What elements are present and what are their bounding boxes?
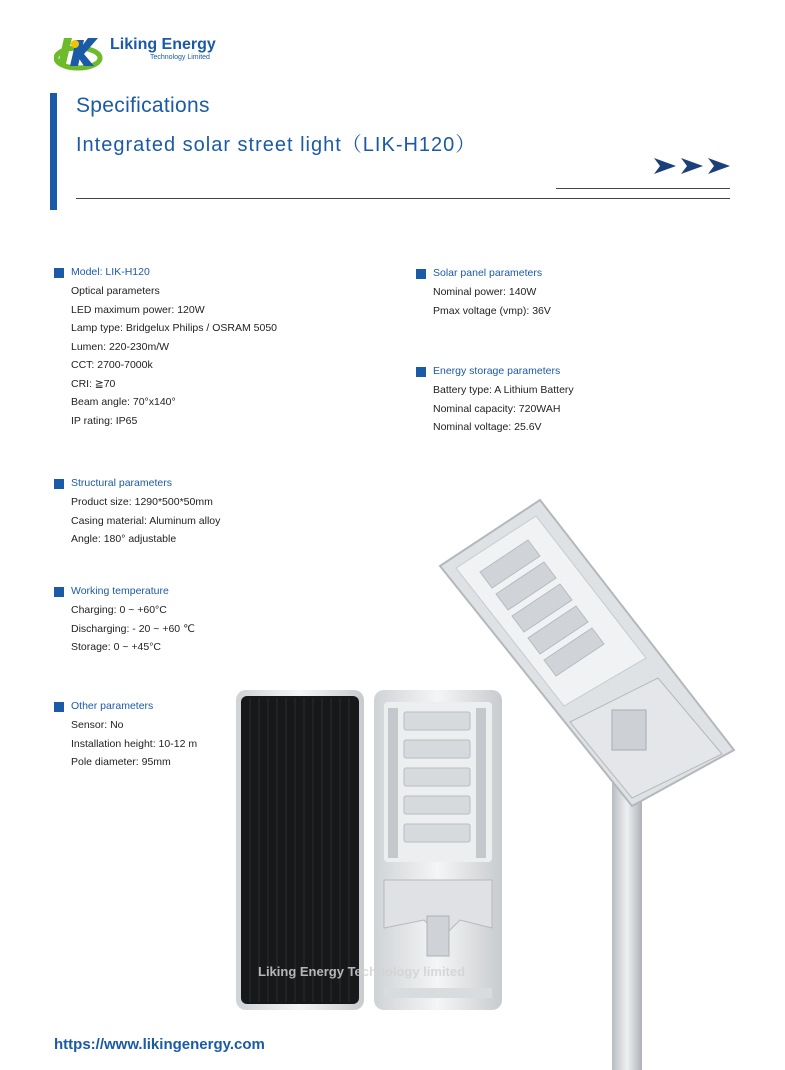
website-link[interactable]: https://www.likingenergy.com <box>54 1036 265 1053</box>
page-subtitle: Integrated solar street light（LIK-H120） <box>76 134 477 156</box>
spec-line: Discharging: - 20 ~ +60 ℃ <box>71 622 195 635</box>
street-light-icon <box>430 498 742 1070</box>
page-title: Specifications <box>76 94 210 117</box>
spec-line: Lumen: 220-230m/W <box>71 340 170 353</box>
brand-subtitle: Technology Limited <box>150 54 210 61</box>
bullet-square-icon <box>416 367 426 377</box>
section-heading: Energy storage parameters <box>416 364 574 378</box>
spec-line: IP rating: IP65 <box>71 414 138 427</box>
image-watermark: Liking Energy Technology limited <box>258 964 466 979</box>
spec-line: Product size: 1290*500*50mm <box>71 496 213 508</box>
spec-line: CCT: 2700-7000k <box>71 359 153 371</box>
spec-line: Charging: 0 ~ +60°C <box>71 604 167 616</box>
spec-line: Installation height: 10-12 m <box>71 737 198 750</box>
bullet-square-icon <box>54 268 64 278</box>
header-divider <box>76 198 730 199</box>
spec-line: LED maximum power: 120W <box>71 303 205 316</box>
bullet-square-icon <box>54 587 64 597</box>
section-heading: Other parameters <box>54 699 197 713</box>
brand-logo <box>54 32 234 72</box>
bullet-square-icon <box>54 479 64 489</box>
spec-line: Beam angle: 70°x140° <box>71 396 176 408</box>
triple-arrow-icon <box>654 154 730 178</box>
section-heading: Structural parameters <box>54 476 220 490</box>
spec-line: Lamp type: Bridgelux Philips / OSRAM 5050 <box>71 322 278 334</box>
header-accent-bar <box>50 93 57 210</box>
spec-line: Casing material: Aluminum alloy <box>71 514 221 527</box>
header-divider-short <box>556 188 730 189</box>
spec-line: Nominal power: 140W <box>433 286 537 298</box>
spec-line: Storage: 0 ~ +45°C <box>71 641 162 653</box>
spec-line: Nominal capacity: 720WAH <box>433 402 561 415</box>
spec-line: Angle: 180° adjustable <box>71 533 177 545</box>
spec-line: Pmax voltage (vmp): 36V <box>433 304 551 317</box>
section-structural <box>54 476 220 549</box>
spec-line: Nominal voltage: 25.6V <box>433 421 542 433</box>
section-heading: Model: LIK-H120 <box>54 265 277 279</box>
section-energy-storage <box>416 364 574 437</box>
liking-logo-icon <box>54 32 110 72</box>
spec-line: Battery type: A Lithium Battery <box>433 384 574 396</box>
section-model <box>54 265 277 430</box>
spec-line: Pole diameter: 95mm <box>71 756 171 768</box>
section-working-temperature <box>54 584 195 657</box>
bullet-square-icon <box>54 702 64 712</box>
spec-line: CRI: ≧70 <box>71 377 116 390</box>
section-other <box>54 699 197 772</box>
spec-line: Optical parameters <box>71 285 160 297</box>
brand-name: Liking Energy <box>110 36 216 53</box>
bullet-square-icon <box>416 269 426 279</box>
section-heading: Working temperature <box>54 584 195 598</box>
section-heading: Solar panel parameters <box>416 266 551 280</box>
section-solar-panel <box>416 266 551 320</box>
spec-line: Sensor: No <box>71 719 124 731</box>
